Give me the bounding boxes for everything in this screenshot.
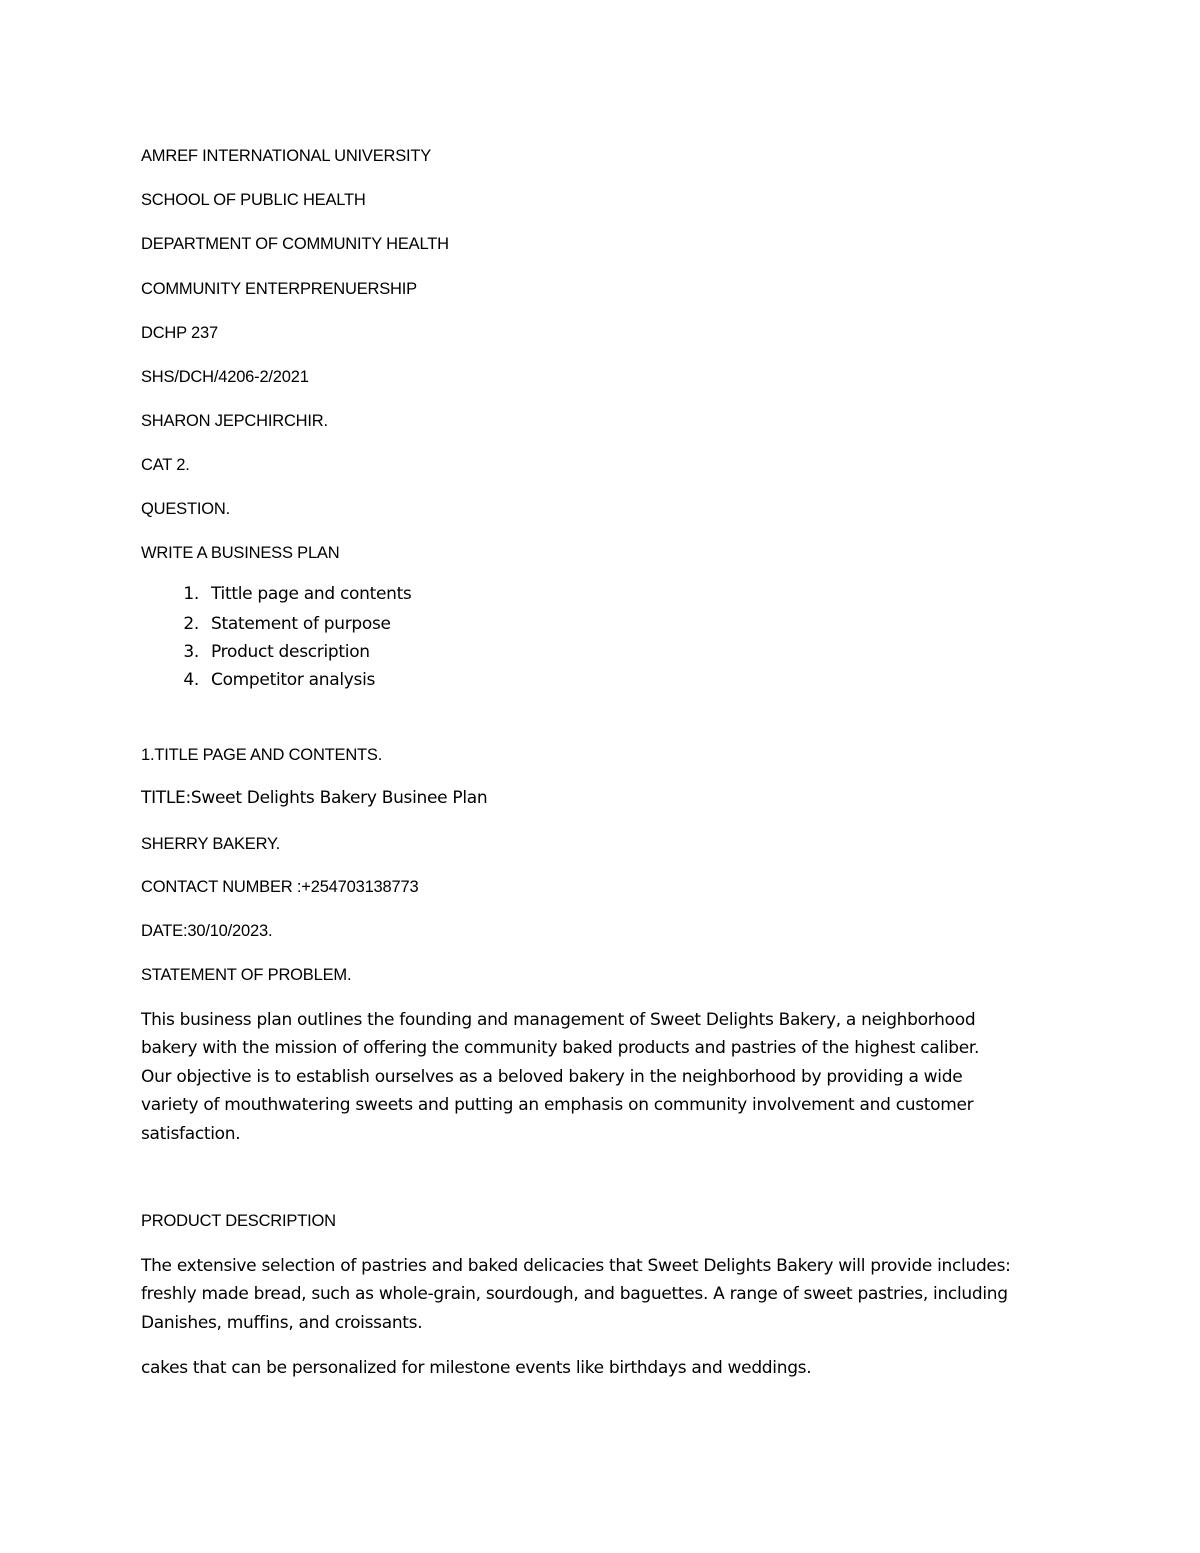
business-name: SHERRY BAKERY. xyxy=(141,835,281,853)
paragraph-line: variety of mouthwatering sweets and putting an emphasis on community involvement and customer xyxy=(141,1095,974,1115)
paragraph-line: This business plan outlines the founding and management of Sweet Delights Bakery, a neighborhood xyxy=(141,1010,976,1030)
paragraph-line: freshly made bread, such as whole-grain, sourdough, and baguettes. A range of sweet pastries, including xyxy=(141,1284,1008,1304)
paragraph-line: Danishes, muffins, and croissants. xyxy=(141,1313,423,1333)
question-label: QUESTION. xyxy=(141,500,230,518)
registration-number: SHS/DCH/4206-2/2021 xyxy=(141,368,309,386)
list-item-number: 3. xyxy=(183,642,199,662)
plan-title: TITLE:Sweet Delights Bakery Businee Plan xyxy=(141,788,488,808)
plan-date: DATE:30/10/2023. xyxy=(141,922,273,940)
list-item-number: 2. xyxy=(183,614,199,634)
list-item xyxy=(141,670,541,698)
list-item xyxy=(141,642,541,670)
course-code: DCHP 237 xyxy=(141,324,218,342)
question-text: WRITE A BUSINESS PLAN xyxy=(141,544,340,562)
school-name: SCHOOL OF PUBLIC HEALTH xyxy=(141,191,366,209)
contact-number: CONTACT NUMBER :+254703138773 xyxy=(141,878,419,896)
list-item-number: 4. xyxy=(183,670,199,690)
list-item-number: 1. xyxy=(183,584,199,604)
paragraph-line: bakery with the mission of offering the community baked products and pastries of the highest caliber. xyxy=(141,1038,980,1058)
list-item-text: Tittle page and contents xyxy=(211,584,412,604)
student-name: SHARON JEPCHIRCHIR. xyxy=(141,412,328,430)
assessment-label: CAT 2. xyxy=(141,456,190,474)
list-item xyxy=(141,584,541,612)
list-item-text: Competitor analysis xyxy=(211,670,376,690)
paragraph-line: The extensive selection of pastries and baked delicacies that Sweet Delights Bakery will provide includes: xyxy=(141,1256,1011,1276)
paragraph-line: satisfaction. xyxy=(141,1124,241,1144)
list-item xyxy=(141,614,541,642)
paragraph-line: Our objective is to establish ourselves as a beloved bakery in the neighborhood by providing a wide xyxy=(141,1067,963,1087)
department-name: DEPARTMENT OF COMMUNITY HEALTH xyxy=(141,235,449,253)
list-item-text: Statement of purpose xyxy=(211,614,391,634)
product-extra-line: cakes that can be personalized for milestone events like birthdays and weddings. xyxy=(141,1358,812,1378)
university-name: AMREF INTERNATIONAL UNIVERSITY xyxy=(141,147,432,165)
statement-heading: STATEMENT OF PROBLEM. xyxy=(141,966,352,984)
title-section-heading: 1.TITLE PAGE AND CONTENTS. xyxy=(141,746,383,764)
list-item-text: Product description xyxy=(211,642,370,662)
course-name: COMMUNITY ENTERPRENUERSHIP xyxy=(141,280,417,298)
product-heading: PRODUCT DESCRIPTION xyxy=(141,1212,336,1230)
